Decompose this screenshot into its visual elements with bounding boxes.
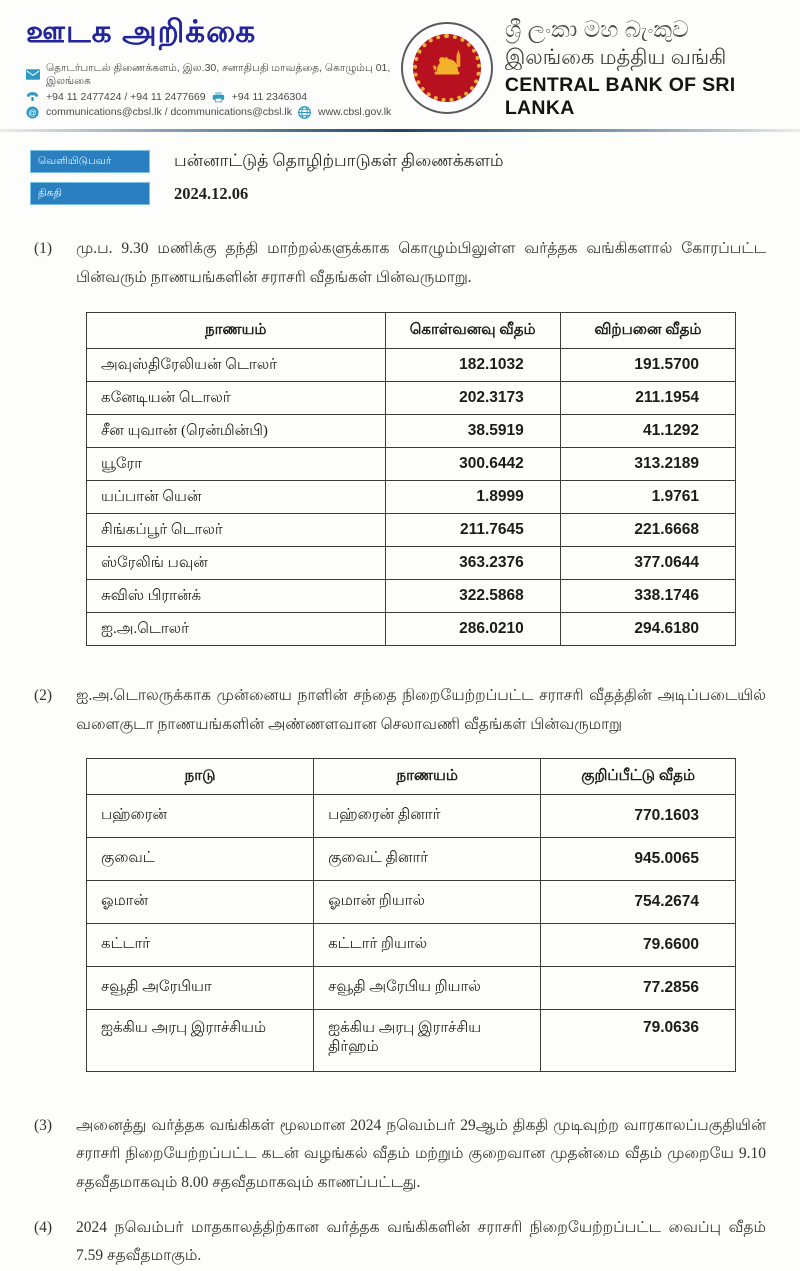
bank-name-tamil: இலங்கை மத்திய வங்கி <box>504 45 727 70</box>
paragraph-2-text: ஐ.அ.டொலருக்காக முன்னைய நாளின் சந்தை நிறையேற்றப்பட்ட சராசரி வீதத்தின் அடிப்படையில் வளைகுடா நாணயங்களின் அண்ணளவான செலாவணி வீதங்கள் பின்வருமாறு <box>76 687 766 734</box>
selling-rate: 211.1954 <box>560 382 735 415</box>
header-separator <box>0 129 800 132</box>
table-row <box>87 481 736 514</box>
letterhead <box>0 0 800 125</box>
paragraph-4-text: 2024 நவெம்பர் மாதகாலத்திற்கான வர்த்தக வங்கிகளின் சராசரி நிறையேற்றப்பட்ட வைப்பு வீதம் 7.59 சதவீதமாகும். <box>76 1218 766 1265</box>
currency-name: அவுஸ்திரேலியன் டொலர் <box>87 349 386 382</box>
column-header-country: நாடு <box>87 758 314 794</box>
selling-rate: 191.5700 <box>560 349 735 382</box>
table-row <box>87 514 736 547</box>
table-row <box>87 448 736 481</box>
email-icon <box>26 106 40 118</box>
table-row <box>87 382 736 415</box>
table-header-row <box>87 758 736 794</box>
bank-brand <box>401 14 774 121</box>
email-web-line <box>26 106 401 118</box>
lion-icon <box>428 46 466 89</box>
issued-by-label: வெளியிடுபவர் <box>30 150 150 173</box>
release-meta <box>30 150 800 205</box>
table-row <box>87 349 736 382</box>
fax-icon <box>212 91 226 103</box>
paragraph-4-number: (4) <box>34 1218 53 1236</box>
email-addresses: communications@cbsl.lk / dcommunications@cbsl.lk <box>46 106 292 118</box>
table-row <box>87 880 736 923</box>
masthead <box>26 12 401 121</box>
currency-name: குவைட் தினார் <box>314 837 541 880</box>
paragraph-1 <box>34 235 766 292</box>
buying-rate: 182.1032 <box>385 349 560 382</box>
buying-rate: 286.0210 <box>385 613 560 646</box>
currency-name: ஐ.அ.டொலர் <box>87 613 386 646</box>
paragraph-2-number: (2) <box>34 687 53 705</box>
buying-rate: 322.5868 <box>385 580 560 613</box>
selling-rate: 377.0644 <box>560 547 735 580</box>
selling-rate: 221.6668 <box>560 514 735 547</box>
table-row <box>87 415 736 448</box>
currency-name: ஓமான் றியால் <box>314 880 541 923</box>
indicative-rate: 79.6600 <box>541 923 736 966</box>
country-name: கட்டார் <box>87 923 314 966</box>
buying-rate: 211.7645 <box>385 514 560 547</box>
paragraph-3-number: (3) <box>34 1116 53 1134</box>
currency-name: சவூதி அரேபிய றியால் <box>314 966 541 1009</box>
currency-name: கட்டார் றியால் <box>314 923 541 966</box>
paragraph-3-text: அனைத்து வர்த்தக வங்கிகள் மூலமான 2024 நவெம்பர் 29ஆம் திகதி முடிவுற்ற வாரகாலப்பகுதியின் சராசரி நிறையேற்றப்பட்ட கடன் வழங்கல் வீதம் மற்றும் குறைவான முதன்மை வீதம் முறையே 9.10 சதவீதமாகவும் 8.00 சதவீதமாகவும் காணப்பட்டது. <box>76 1116 766 1192</box>
currency-name: பஹ்ரைன் தினார் <box>314 794 541 837</box>
date-row <box>30 182 800 205</box>
svg-text:@: @ <box>28 107 37 118</box>
table-row <box>87 613 736 646</box>
buying-rate: 300.6442 <box>385 448 560 481</box>
paragraph-1-number: (1) <box>34 240 53 257</box>
currency-name: ஐக்கிய அரபு இராச்சிய திர்ஹம் <box>314 1009 541 1071</box>
selling-rate: 294.6180 <box>560 613 735 646</box>
table-header-row <box>87 313 736 349</box>
issued-by-row <box>30 150 800 173</box>
envelope-icon <box>26 69 40 81</box>
selling-rate: 313.2189 <box>560 448 735 481</box>
date-value: 2024.12.06 <box>174 183 249 203</box>
selling-rate: 41.1292 <box>560 415 735 448</box>
bank-name-english: CENTRAL BANK OF SRI LANKA <box>504 73 736 119</box>
currency-name: சீன யுவான் (ரென்மின்பி) <box>87 415 386 448</box>
table-row <box>87 1009 736 1071</box>
column-header-currency: நாணயம் <box>87 313 386 349</box>
table-row <box>87 547 736 580</box>
logo-red-disc <box>413 34 481 102</box>
paragraph-3 <box>34 1112 766 1198</box>
column-header-selling-rate: விற்பனை வீதம் <box>560 313 735 349</box>
column-header-buying-rate: கொள்வனவு வீதம் <box>385 313 560 349</box>
selling-rate: 338.1746 <box>560 580 735 613</box>
paragraph-4 <box>34 1214 766 1271</box>
website-url: www.cbsl.gov.lk <box>317 106 392 118</box>
issued-by-value: பன்னாட்டுத் தொழிற்பாடுகள் திணைக்களம் <box>174 150 504 170</box>
table-row <box>87 923 736 966</box>
country-name: ஐக்கிய அரபு இராச்சியம் <box>87 1009 314 1071</box>
phone-fax-line <box>26 91 401 103</box>
globe-icon <box>298 106 312 118</box>
country-name: ஓமான் <box>87 880 314 923</box>
selling-rate: 1.9761 <box>560 481 735 514</box>
bank-name-sinhala: ශ්‍රී ලංකා මහ බැංකුව <box>504 16 689 43</box>
currency-name: யூரோ <box>87 448 386 481</box>
currency-name: கனேடியன் டொலர் <box>87 382 386 415</box>
table-row <box>87 966 736 1009</box>
phone-numbers: +94 11 2477424 / +94 11 2477669 <box>46 91 206 103</box>
address-line <box>26 62 401 88</box>
country-name: குவைட் <box>87 837 314 880</box>
currency-name: யப்பான் யென் <box>87 481 386 514</box>
exchange-rates-table <box>86 312 736 646</box>
indicative-rate: 77.2856 <box>541 966 736 1009</box>
masthead-title: ஊடக அறிக்கை <box>26 14 257 49</box>
indicative-rate: 79.0636 <box>541 1009 736 1071</box>
buying-rate: 363.2376 <box>385 547 560 580</box>
indicative-rate: 770.1603 <box>541 794 736 837</box>
buying-rate: 38.5919 <box>385 415 560 448</box>
currency-name: சிங்கப்பூர் டொலர் <box>87 514 386 547</box>
buying-rate: 1.8999 <box>385 481 560 514</box>
indicative-rate: 754.2674 <box>541 880 736 923</box>
currency-name: சுவிஸ் பிரான்க் <box>87 580 386 613</box>
column-header-indicative-rate: குறிப்பீட்டு வீதம் <box>541 758 736 794</box>
table-row <box>87 837 736 880</box>
table-row <box>87 580 736 613</box>
buying-rate: 202.3173 <box>385 382 560 415</box>
indicative-rate: 945.0065 <box>541 837 736 880</box>
paragraph-1-text: மு.ப. 9.30 மணிக்கு தந்தி மாற்றல்களுக்காக கொழும்பிலுள்ள வர்த்தக வங்கிகளால் கோரப்பட்ட பின்வரும் நாணயங்களின் சராசரி வீதங்கள் பின்வருமாறு. <box>76 240 766 286</box>
paragraph-2 <box>34 682 766 739</box>
column-header-currency: நாணயம் <box>314 758 541 794</box>
cbsl-logo <box>401 22 493 114</box>
country-name: சவூதி அரேபியா <box>87 966 314 1009</box>
bank-names <box>505 15 774 119</box>
gulf-currencies-table <box>86 758 736 1072</box>
address-text: தொடர்பாடல் திணைக்களம், இல.30, சனாதிபதி மாவத்தை, கொழும்பு 01, இலங்கை <box>46 62 391 87</box>
table-row <box>87 794 736 837</box>
country-name: பஹ்ரைன் <box>87 794 314 837</box>
fax-number: +94 11 2346304 <box>231 91 308 103</box>
currency-name: ஸ்ரேலிங் பவுன் <box>87 547 386 580</box>
date-label: திகதி <box>30 182 150 205</box>
phone-icon <box>26 91 40 103</box>
